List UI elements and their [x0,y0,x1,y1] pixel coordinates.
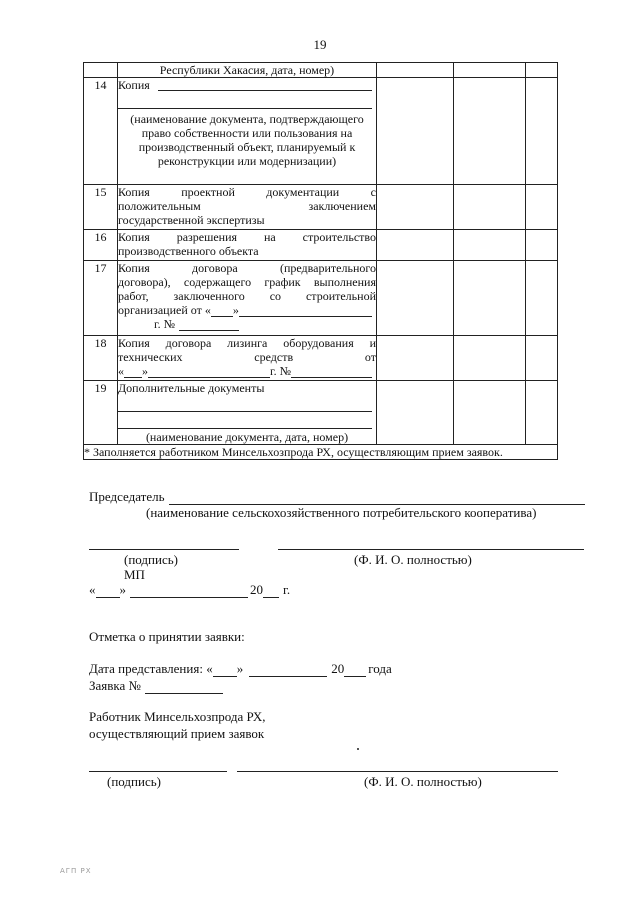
sign-caption: (подпись) [124,552,178,567]
stamp-mark: МП [124,567,145,582]
table-row: 17 Копия договора (предварительного договора), содержащего график выполнения работ, заключенного со строительной организацией от « » г. № [84,261,558,336]
table-footnote-row [84,445,558,460]
table-row: 18 Копия договора лизинга оборудования и технических средств от « » г. № [84,336,558,381]
chairman-label: Председатель [89,489,165,504]
watermark: АГП РХ [60,867,92,875]
table-row: 19 Дополнительные документы (наименование документа, дата, номер) [84,381,558,445]
table-row [84,63,558,78]
page-number: 19 [313,37,327,52]
row-title: Копия [118,78,150,92]
row-caption: (наименование документа, подтверждающего право собственности или пользования на производственный объект, планируемый к реконструкции или модернизации) [130,112,364,168]
footnote: * Заполняется работником Минсельхозпрода РХ, осуществляющим прием заявок. [84,445,558,460]
row-number: 14 [84,78,118,185]
worker-line2: осуществляющий прием заявок [89,726,265,741]
table-row [84,78,558,185]
worker-fio-caption: (Ф. И. О. полностью) [364,774,482,789]
continuation-text: Республики Хакасия, дата, номер) [118,63,377,78]
application-label: Заявка № [89,678,141,693]
table-row: 15 Копия проектной документации с положительным заключением государственной экспертизы [84,185,558,230]
table-row: 16 Копия разрешения на строительство производственного объекта [84,230,558,261]
worker-line1: Работник Минсельхозпрода РХ, [89,709,266,724]
documents-table [83,62,558,460]
coop-caption: (наименование сельскохозяйственного потребительского кооператива) [146,505,537,520]
acceptance-heading: Отметка о принятии заявки: [89,629,245,644]
row-caption: (наименование документа, дата, номер) [145,430,349,444]
fio-caption: (Ф. И. О. полностью) [354,552,472,567]
worker-sign-caption: (подпись) [107,774,161,789]
